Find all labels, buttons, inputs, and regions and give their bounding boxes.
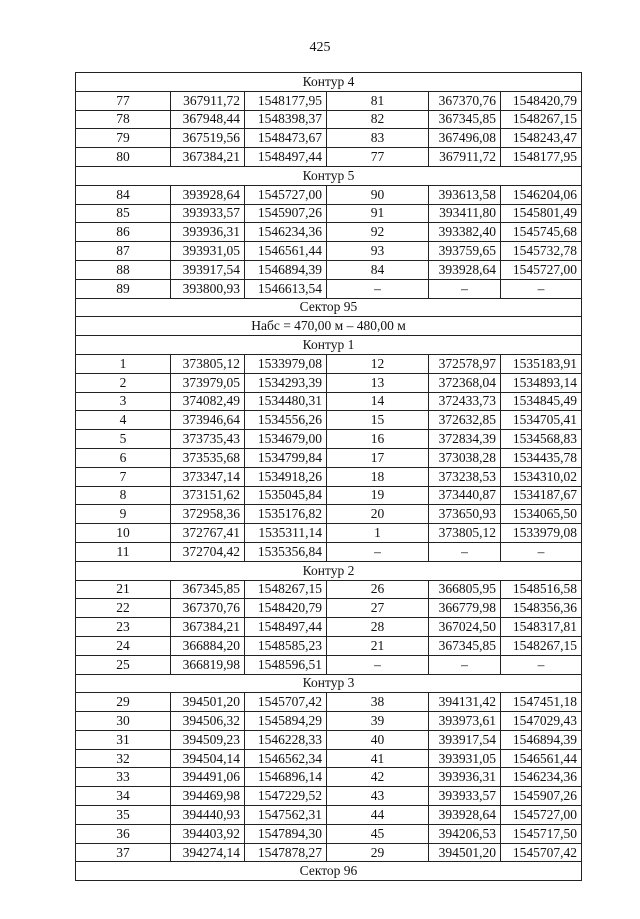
point-number: 33 xyxy=(76,768,171,787)
point-number: 8 xyxy=(76,486,171,505)
table-row xyxy=(76,655,582,674)
y-coordinate: 1534679,00 xyxy=(245,430,327,449)
y-coordinate: 1546204,06 xyxy=(501,185,582,204)
x-coordinate: 393800,93 xyxy=(171,279,245,298)
x-coordinate: 367370,76 xyxy=(429,91,501,110)
point-number: 15 xyxy=(327,411,429,430)
point-number: 21 xyxy=(76,580,171,599)
section-header-row xyxy=(76,862,582,881)
point-number: 92 xyxy=(327,223,429,242)
section-header: Набс = 470,00 м – 480,00 м xyxy=(76,317,582,336)
x-coordinate: 366884,20 xyxy=(171,636,245,655)
section-header: Контур 3 xyxy=(76,674,582,693)
section-header-row xyxy=(76,336,582,355)
section-header: Контур 2 xyxy=(76,561,582,580)
table-row xyxy=(76,843,582,862)
y-coordinate: 1548398,37 xyxy=(245,110,327,129)
x-coordinate: 393936,31 xyxy=(171,223,245,242)
y-coordinate: 1548177,95 xyxy=(501,148,582,167)
coordinates-table xyxy=(75,72,582,881)
x-coordinate: 373440,87 xyxy=(429,486,501,505)
x-coordinate: 373151,62 xyxy=(171,486,245,505)
x-coordinate: 373946,64 xyxy=(171,411,245,430)
y-coordinate: 1547229,52 xyxy=(245,787,327,806)
point-number: 13 xyxy=(327,373,429,392)
y-coordinate: 1546562,34 xyxy=(245,749,327,768)
table-row xyxy=(76,806,582,825)
x-coordinate: 394274,14 xyxy=(171,843,245,862)
x-coordinate: 373805,12 xyxy=(171,354,245,373)
y-coordinate: 1546896,14 xyxy=(245,768,327,787)
table-row xyxy=(76,242,582,261)
table-row xyxy=(76,636,582,655)
x-coordinate: 372433,73 xyxy=(429,392,501,411)
y-coordinate: 1546561,44 xyxy=(501,749,582,768)
point-number: 14 xyxy=(327,392,429,411)
x-coordinate: 373347,14 xyxy=(171,467,245,486)
table-row xyxy=(76,91,582,110)
x-coordinate: 393928,64 xyxy=(429,806,501,825)
x-coordinate: 393933,57 xyxy=(171,204,245,223)
x-coordinate: 373535,68 xyxy=(171,448,245,467)
point-number: 2 xyxy=(76,373,171,392)
x-coordinate: 373979,05 xyxy=(171,373,245,392)
y-coordinate: 1547451,18 xyxy=(501,693,582,712)
x-coordinate: 394131,42 xyxy=(429,693,501,712)
y-coordinate: 1534435,78 xyxy=(501,448,582,467)
point-number: 84 xyxy=(76,185,171,204)
x-coordinate: 393933,57 xyxy=(429,787,501,806)
y-coordinate: 1548267,15 xyxy=(245,580,327,599)
x-coordinate: 393613,58 xyxy=(429,185,501,204)
point-number: 4 xyxy=(76,411,171,430)
x-coordinate: 367345,85 xyxy=(171,580,245,599)
point-number: 40 xyxy=(327,730,429,749)
y-coordinate: 1534480,31 xyxy=(245,392,327,411)
point-number: 79 xyxy=(76,129,171,148)
y-coordinate: 1547562,31 xyxy=(245,806,327,825)
table-row xyxy=(76,204,582,223)
y-coordinate: 1535311,14 xyxy=(245,524,327,543)
y-coordinate: 1535176,82 xyxy=(245,505,327,524)
y-coordinate: 1534568,83 xyxy=(501,430,582,449)
y-coordinate: 1547878,27 xyxy=(245,843,327,862)
section-header-row xyxy=(76,166,582,185)
point-number: 24 xyxy=(76,636,171,655)
point-number: 78 xyxy=(76,110,171,129)
point-number: 21 xyxy=(327,636,429,655)
y-coordinate: 1545727,00 xyxy=(501,806,582,825)
x-coordinate: 394509,23 xyxy=(171,730,245,749)
x-coordinate: 393931,05 xyxy=(429,749,501,768)
point-number: 90 xyxy=(327,185,429,204)
point-number: 89 xyxy=(76,279,171,298)
y-coordinate: 1548497,44 xyxy=(245,148,327,167)
y-coordinate: 1534845,49 xyxy=(501,392,582,411)
y-coordinate: 1545907,26 xyxy=(245,204,327,223)
point-number: 45 xyxy=(327,824,429,843)
x-coordinate: 394501,20 xyxy=(171,693,245,712)
y-coordinate: 1534918,26 xyxy=(245,467,327,486)
x-coordinate: 393917,54 xyxy=(171,260,245,279)
y-coordinate: 1548420,79 xyxy=(245,599,327,618)
x-coordinate: 367911,72 xyxy=(171,91,245,110)
y-coordinate: 1546234,36 xyxy=(501,768,582,787)
point-number: 84 xyxy=(327,260,429,279)
y-coordinate: 1545707,42 xyxy=(245,693,327,712)
y-coordinate: 1545801,49 xyxy=(501,204,582,223)
x-coordinate: 393928,64 xyxy=(429,260,501,279)
point-number: – xyxy=(327,542,429,561)
y-coordinate: 1547029,43 xyxy=(501,712,582,731)
y-coordinate: 1533979,08 xyxy=(501,524,582,543)
point-number: 22 xyxy=(76,599,171,618)
table-row xyxy=(76,448,582,467)
table-row xyxy=(76,712,582,731)
table-row xyxy=(76,486,582,505)
table-row xyxy=(76,524,582,543)
x-coordinate: – xyxy=(429,279,501,298)
point-number: 17 xyxy=(327,448,429,467)
x-coordinate: 372767,41 xyxy=(171,524,245,543)
y-coordinate: – xyxy=(501,655,582,674)
y-coordinate: 1533979,08 xyxy=(245,354,327,373)
y-coordinate: 1545894,29 xyxy=(245,712,327,731)
y-coordinate: – xyxy=(501,279,582,298)
table-row xyxy=(76,580,582,599)
x-coordinate: 394206,53 xyxy=(429,824,501,843)
y-coordinate: 1545732,78 xyxy=(501,242,582,261)
y-coordinate: 1548596,51 xyxy=(245,655,327,674)
x-coordinate: 394491,06 xyxy=(171,768,245,787)
table-row xyxy=(76,223,582,242)
y-coordinate: 1545727,00 xyxy=(245,185,327,204)
x-coordinate: 367024,50 xyxy=(429,618,501,637)
x-coordinate: 372632,85 xyxy=(429,411,501,430)
y-coordinate: 1545745,68 xyxy=(501,223,582,242)
point-number: 12 xyxy=(327,354,429,373)
table-row xyxy=(76,730,582,749)
x-coordinate: 393917,54 xyxy=(429,730,501,749)
table-row xyxy=(76,693,582,712)
section-header-row xyxy=(76,317,582,336)
point-number: 23 xyxy=(76,618,171,637)
x-coordinate: – xyxy=(429,655,501,674)
x-coordinate: 393936,31 xyxy=(429,768,501,787)
table-row xyxy=(76,749,582,768)
point-number: 87 xyxy=(76,242,171,261)
table-row xyxy=(76,185,582,204)
point-number: 77 xyxy=(76,91,171,110)
x-coordinate: 393973,61 xyxy=(429,712,501,731)
point-number: 32 xyxy=(76,749,171,768)
table-row xyxy=(76,260,582,279)
x-coordinate: 394469,98 xyxy=(171,787,245,806)
y-coordinate: 1548177,95 xyxy=(245,91,327,110)
y-coordinate: 1547894,30 xyxy=(245,824,327,843)
y-coordinate: 1534065,50 xyxy=(501,505,582,524)
y-coordinate: 1534293,39 xyxy=(245,373,327,392)
point-number: 80 xyxy=(76,148,171,167)
section-header: Контур 5 xyxy=(76,166,582,185)
x-coordinate: 366805,95 xyxy=(429,580,501,599)
table-row xyxy=(76,824,582,843)
table-row xyxy=(76,505,582,524)
y-coordinate: 1545727,00 xyxy=(501,260,582,279)
table-row xyxy=(76,542,582,561)
point-number: 43 xyxy=(327,787,429,806)
point-number: 35 xyxy=(76,806,171,825)
section-header-row xyxy=(76,298,582,317)
point-number: 16 xyxy=(327,430,429,449)
point-number: 85 xyxy=(76,204,171,223)
point-number: 3 xyxy=(76,392,171,411)
table-row xyxy=(76,279,582,298)
x-coordinate: 372834,39 xyxy=(429,430,501,449)
y-coordinate: 1534556,26 xyxy=(245,411,327,430)
point-number: 7 xyxy=(76,467,171,486)
table-row xyxy=(76,599,582,618)
x-coordinate: 367345,85 xyxy=(429,110,501,129)
point-number: 30 xyxy=(76,712,171,731)
x-coordinate: 366819,98 xyxy=(171,655,245,674)
point-number: 36 xyxy=(76,824,171,843)
section-header-row xyxy=(76,674,582,693)
x-coordinate: 367345,85 xyxy=(429,636,501,655)
point-number: 26 xyxy=(327,580,429,599)
y-coordinate: 1548267,15 xyxy=(501,110,582,129)
point-number: 82 xyxy=(327,110,429,129)
point-number: 27 xyxy=(327,599,429,618)
table-row xyxy=(76,467,582,486)
point-number: 44 xyxy=(327,806,429,825)
x-coordinate: 394440,93 xyxy=(171,806,245,825)
y-coordinate: 1548356,36 xyxy=(501,599,582,618)
y-coordinate: 1535356,84 xyxy=(245,542,327,561)
y-coordinate: 1548317,81 xyxy=(501,618,582,637)
point-number: 25 xyxy=(76,655,171,674)
x-coordinate: 393382,40 xyxy=(429,223,501,242)
section-header-row xyxy=(76,561,582,580)
point-number: 37 xyxy=(76,843,171,862)
point-number: 81 xyxy=(327,91,429,110)
y-coordinate: 1534799,84 xyxy=(245,448,327,467)
y-coordinate: 1548473,67 xyxy=(245,129,327,148)
y-coordinate: 1546234,36 xyxy=(245,223,327,242)
point-number: 83 xyxy=(327,129,429,148)
point-number: 42 xyxy=(327,768,429,787)
x-coordinate: 393759,65 xyxy=(429,242,501,261)
point-number: 5 xyxy=(76,430,171,449)
y-coordinate: – xyxy=(501,542,582,561)
y-coordinate: 1548585,23 xyxy=(245,636,327,655)
y-coordinate: 1548267,15 xyxy=(501,636,582,655)
y-coordinate: 1546613,54 xyxy=(245,279,327,298)
point-number: 38 xyxy=(327,693,429,712)
y-coordinate: 1548516,58 xyxy=(501,580,582,599)
table-row xyxy=(76,129,582,148)
point-number: 20 xyxy=(327,505,429,524)
x-coordinate: 366779,98 xyxy=(429,599,501,618)
table-row xyxy=(76,618,582,637)
section-header: Сектор 96 xyxy=(76,862,582,881)
table-row xyxy=(76,392,582,411)
y-coordinate: 1546561,44 xyxy=(245,242,327,261)
section-header: Сектор 95 xyxy=(76,298,582,317)
section-header: Контур 4 xyxy=(76,73,582,92)
table-row xyxy=(76,354,582,373)
point-number: 88 xyxy=(76,260,171,279)
y-coordinate: 1534187,67 xyxy=(501,486,582,505)
table-row xyxy=(76,411,582,430)
y-coordinate: 1548243,47 xyxy=(501,129,582,148)
point-number: 18 xyxy=(327,467,429,486)
y-coordinate: 1535045,84 xyxy=(245,486,327,505)
point-number: 34 xyxy=(76,787,171,806)
coordinates-table-body xyxy=(76,73,582,881)
x-coordinate: 372958,36 xyxy=(171,505,245,524)
point-number: 11 xyxy=(76,542,171,561)
point-number: 9 xyxy=(76,505,171,524)
y-coordinate: 1546894,39 xyxy=(501,730,582,749)
x-coordinate: 367370,76 xyxy=(171,599,245,618)
y-coordinate: 1545707,42 xyxy=(501,843,582,862)
section-header-row xyxy=(76,73,582,92)
point-number: 93 xyxy=(327,242,429,261)
x-coordinate: 374082,49 xyxy=(171,392,245,411)
x-coordinate: 373735,43 xyxy=(171,430,245,449)
y-coordinate: 1535183,91 xyxy=(501,354,582,373)
x-coordinate: 372578,97 xyxy=(429,354,501,373)
x-coordinate: 394504,14 xyxy=(171,749,245,768)
x-coordinate: 367384,21 xyxy=(171,148,245,167)
y-coordinate: 1546894,39 xyxy=(245,260,327,279)
x-coordinate: 367911,72 xyxy=(429,148,501,167)
point-number: 77 xyxy=(327,148,429,167)
point-number: 1 xyxy=(327,524,429,543)
table-row xyxy=(76,787,582,806)
x-coordinate: 393411,80 xyxy=(429,204,501,223)
point-number: 10 xyxy=(76,524,171,543)
point-number: 29 xyxy=(76,693,171,712)
point-number: 41 xyxy=(327,749,429,768)
table-row xyxy=(76,768,582,787)
table-row xyxy=(76,148,582,167)
x-coordinate: 373238,53 xyxy=(429,467,501,486)
y-coordinate: 1548420,79 xyxy=(501,91,582,110)
point-number: 29 xyxy=(327,843,429,862)
point-number: 39 xyxy=(327,712,429,731)
point-number: 1 xyxy=(76,354,171,373)
table-row xyxy=(76,430,582,449)
x-coordinate: 393931,05 xyxy=(171,242,245,261)
x-coordinate: 367519,56 xyxy=(171,129,245,148)
y-coordinate: 1545717,50 xyxy=(501,824,582,843)
section-header: Контур 1 xyxy=(76,336,582,355)
x-coordinate: – xyxy=(429,542,501,561)
point-number: – xyxy=(327,279,429,298)
table-row xyxy=(76,373,582,392)
x-coordinate: 372704,42 xyxy=(171,542,245,561)
point-number: 31 xyxy=(76,730,171,749)
point-number: 6 xyxy=(76,448,171,467)
y-coordinate: 1534705,41 xyxy=(501,411,582,430)
table-row xyxy=(76,110,582,129)
x-coordinate: 394501,20 xyxy=(429,843,501,862)
y-coordinate: 1534310,02 xyxy=(501,467,582,486)
x-coordinate: 367496,08 xyxy=(429,129,501,148)
y-coordinate: 1548497,44 xyxy=(245,618,327,637)
point-number: 86 xyxy=(76,223,171,242)
x-coordinate: 394403,92 xyxy=(171,824,245,843)
x-coordinate: 367384,21 xyxy=(171,618,245,637)
x-coordinate: 394506,32 xyxy=(171,712,245,731)
x-coordinate: 373650,93 xyxy=(429,505,501,524)
point-number: 91 xyxy=(327,204,429,223)
x-coordinate: 372368,04 xyxy=(429,373,501,392)
page-number: 425 xyxy=(309,40,331,55)
point-number: 19 xyxy=(327,486,429,505)
point-number: 28 xyxy=(327,618,429,637)
x-coordinate: 373038,28 xyxy=(429,448,501,467)
y-coordinate: 1534893,14 xyxy=(501,373,582,392)
x-coordinate: 367948,44 xyxy=(171,110,245,129)
x-coordinate: 393928,64 xyxy=(171,185,245,204)
point-number: – xyxy=(327,655,429,674)
x-coordinate: 373805,12 xyxy=(429,524,501,543)
y-coordinate: 1546228,33 xyxy=(245,730,327,749)
y-coordinate: 1545907,26 xyxy=(501,787,582,806)
